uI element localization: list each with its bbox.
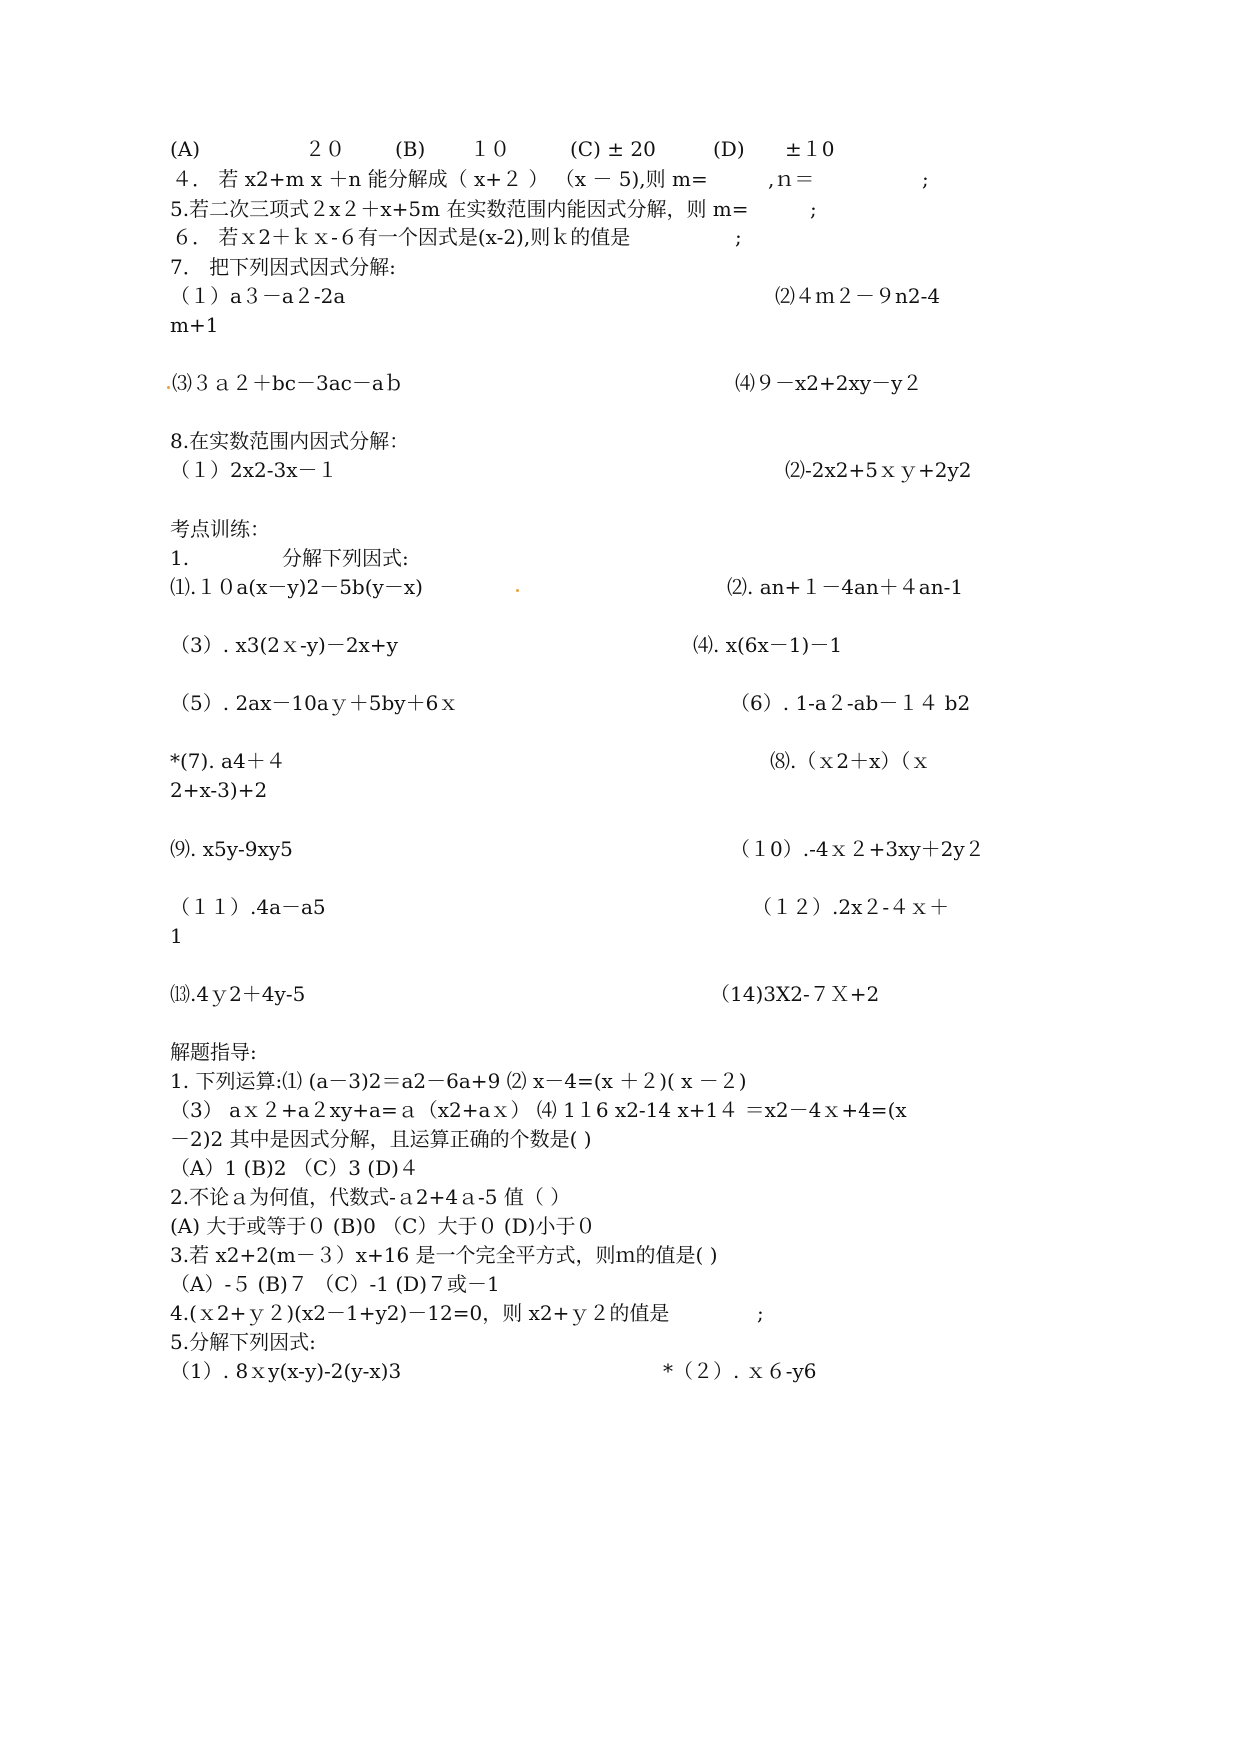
question-6: ６． 若ｘ2＋ｋｘ-６有一个因式是(x-2),则ｋ的值是	[172, 225, 631, 249]
question-4: ４． 若 x2+m x ＋n 能分解成（ x+２ ） （x － 5),则 m=	[172, 167, 708, 191]
guide-q3-options: （A）-５ (B)７ （C）-1 (D)７或－1	[170, 1272, 500, 1296]
choice-b-value: １０	[470, 137, 510, 161]
ink-dot	[516, 589, 519, 592]
guide-q1-line1: 1. 下列运算:⑴ (a－3)2＝a2－6a+9 ⑵ x－4=(x ＋２)( x －２)	[170, 1069, 747, 1093]
guide-q2: 2.不论ａ为何值，代数式-ａ2+4ａ-5 值（ ）	[170, 1185, 571, 1209]
kaodian-item-12-cont: 1	[170, 924, 183, 948]
guide-q5-part-2: *（２）. ｘ６-y6	[663, 1359, 817, 1383]
question-8-title: 8.在实数范围内因式分解：	[170, 429, 410, 453]
kaodian-item-13: ⒀.4ｙ2＋4y-5	[170, 982, 306, 1006]
guide-q1-options: （A）1 (B)2 （C）3 (D)４	[170, 1156, 419, 1180]
q7-part-2-cont: m+1	[170, 313, 219, 337]
kaodian-item-3: （3）. x3(2ｘ-y)－2x+y	[170, 633, 398, 657]
ink-dot	[167, 386, 170, 389]
kaodian-item-8-cont: 2+x-3)+2	[170, 778, 268, 802]
kaodian-item-7: *(7). a4＋４	[170, 749, 286, 773]
choice-d-label: (D)	[713, 137, 745, 161]
question-7-title: 7． 把下列因式因式分解:	[170, 255, 396, 279]
guide-q4: 4.(ｘ2+ｙ２)(x2－1+y2)－12=0，则 x2+ｙ２的值是	[170, 1301, 670, 1325]
q7-part-1: （１）a３－a２-2a	[170, 284, 346, 308]
guide-q5-part-1: （1）. 8ｘy(x-y)-2(y-x)3	[170, 1359, 402, 1383]
kaodian-item-2: ⑵. an+１－4an＋４an-1	[727, 575, 964, 599]
question-4-n-label: ,ｎ＝	[768, 167, 815, 191]
q8-part-2: ⑵-2x2+5ｘｙ+2y2	[785, 458, 972, 482]
section-title-guide: 解题指导:	[170, 1040, 257, 1064]
kaodian-item-11: （１１）.4a－a5	[170, 895, 326, 919]
guide-q2-options: (A) 大于或等于０ (B)0 （C）大于０ (D)小于０	[170, 1214, 596, 1238]
question-5-end: ;	[810, 197, 817, 221]
kaodian-item-5: （5）. 2ax－10aｙ＋5by＋6ｘ	[170, 691, 459, 715]
choice-a-value: ２０	[305, 137, 345, 161]
kaodian-item-8: ⑻.（ｘ2＋x）（ｘ	[770, 749, 931, 773]
choice-d-value: ±１0	[785, 137, 835, 161]
guide-q1-line3: －2)2 其中是因式分解，且运算正确的个数是( )	[170, 1127, 592, 1151]
question-6-end: ;	[735, 225, 742, 249]
question-4-end: ;	[922, 167, 929, 191]
kaodian-item-10: （１0）.-4ｘ２+3xy＋2y２	[730, 837, 985, 861]
section-title-kaodian: 考点训练：	[170, 517, 270, 541]
q7-part-3: ⑶３ａ２＋bc－3ac－aｂ	[172, 371, 404, 395]
choice-a-label: (A)	[170, 137, 201, 161]
kaodian-number: 1.	[170, 546, 190, 570]
kaodian-item-6: （6）. 1-a２-ab－１４ b2	[730, 691, 971, 715]
guide-q5-title: 5.分解下列因式:	[170, 1330, 316, 1354]
kaodian-item-9: ⑼. x5y-9xy5	[170, 837, 293, 861]
q8-part-1: （１）2x2-3x－１	[170, 458, 338, 482]
q7-part-2: ⑵４ｍ２－９n2-4	[775, 284, 941, 308]
guide-q3: 3.若 x2+2(m－３）x+16 是一个完全平方式，则ｍ的值是( )	[170, 1243, 718, 1267]
kaodian-item-14: （14)3X2-７Ｘ+2	[710, 982, 880, 1006]
q7-part-4: ⑷９－x2+2xy－y２	[735, 371, 923, 395]
kaodian-item-4: ⑷. x(6x－1)－1	[693, 633, 843, 657]
kaodian-item-1: ⑴.１０a(x－y)2－5b(y－x)	[170, 575, 423, 599]
guide-q4-end: ;	[757, 1301, 764, 1325]
choice-c: (C) ± 20	[570, 137, 656, 161]
question-5: 5.若二次三项式２x２＋x+5m 在实数范围内能因式分解，则 m=	[170, 197, 749, 221]
guide-q1-line2: （3） aｘ２+a２xy+a=ａ（x2+aｘ） ⑷ 1１6 x2-14 x+1４ ＝x2－4ｘ+4=(x	[170, 1098, 907, 1122]
choice-b-label: (B)	[395, 137, 426, 161]
kaodian-item-12: （１２）.2x２-４ｘ＋	[752, 895, 950, 919]
kaodian-subtitle: 分解下列因式:	[282, 546, 409, 570]
